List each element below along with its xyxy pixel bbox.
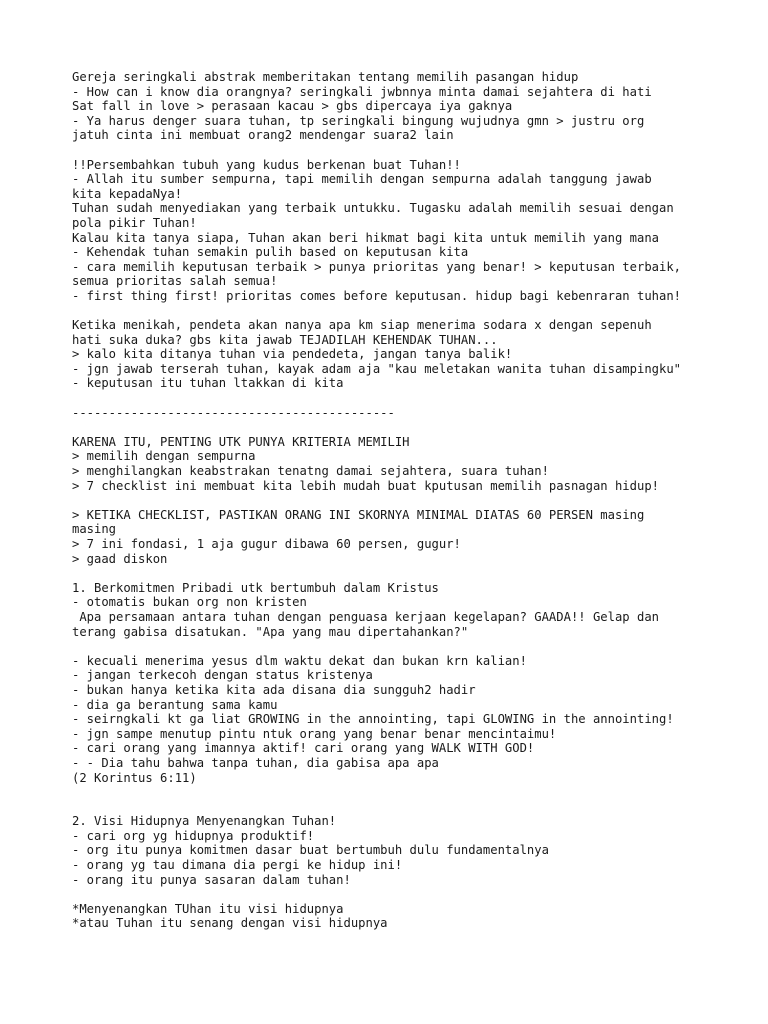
text-line: kita kepadaNya! <box>72 186 183 201</box>
text-line: > gaad diskon <box>72 551 168 566</box>
blank-line <box>72 391 752 406</box>
text-line: Gereja seringkali abstrak memberitakan tentang memilih pasangan hidup <box>72 70 579 84</box>
text-line: - keputusan itu tuhan ltakkan di kita <box>72 376 344 391</box>
text-line: > memilih dengan sempurna <box>72 449 256 464</box>
text-line: !!Persembahkan tubuh yang kudus berkenan buat Tuhan!! <box>72 157 461 172</box>
text-line: pola pikir Tuhan! <box>72 215 197 230</box>
blank-line <box>72 800 752 815</box>
text-line: (2 Korintus 6:11) <box>72 770 197 785</box>
blank-line <box>72 887 752 902</box>
text-line: - kecuali menerima yesus dlm waktu dekat dan bukan krn kalian! <box>72 653 527 668</box>
blank-line <box>72 420 752 435</box>
text-line: terang gabisa disatukan. "Apa yang mau dipertahankan?" <box>72 624 469 639</box>
blank-line <box>72 566 752 581</box>
text-line: - seirngkali kt ga liat GROWING in the annointing, tapi GLOWING in the annointing! <box>72 712 674 727</box>
text-line: *Menyenangkan TUhan itu visi hidupnya <box>72 901 344 916</box>
text-line: - Kehendak tuhan semakin pulih based on keputusan kita <box>72 245 469 260</box>
text-line: 1. Berkomitmen Pribadi utk bertumbuh dalam Kristus <box>72 580 439 595</box>
text-line: - first thing first! prioritas comes before keputusan. hidup bagi kebenraran tuhan! <box>72 288 682 303</box>
text-line: - - Dia tahu bahwa tanpa tuhan, dia gabisa apa apa <box>72 755 439 770</box>
text-line: - cari org yg hidupnya produktif! <box>72 828 315 843</box>
text-line: KARENA ITU, PENTING UTK PUNYA KRITERIA MEMILIH <box>72 434 410 449</box>
text-line: > menghilangkan keabstrakan tenatng damai sejahtera, suara tuhan! <box>72 464 549 479</box>
text-line: Sat fall in love > perasaan kacau > gbs dipercaya iya gaknya <box>72 99 513 114</box>
text-line: - orang yg tau dimana dia pergi ke hidup ini! <box>72 858 403 873</box>
text-line: > kalo kita ditanya tuhan via pendedeta, jangan tanya balik! <box>72 347 513 362</box>
text-line: Kalau kita tanya siapa, Tuhan akan beri hikmat bagi kita untuk memilih yang mana <box>72 230 659 245</box>
text-line: Apa persamaan antara tuhan dengan penguasa kerjaan kegelapan? GAADA!! Gelap dan <box>72 609 659 624</box>
text-line: - jangan terkecoh dengan status kristenya <box>72 668 373 683</box>
text-line: - bukan hanya ketika kita ada disana dia sungguh2 hadir <box>72 682 476 697</box>
text-line: - cari orang yang imannya aktif! cari orang yang WALK WITH GOD! <box>72 741 535 756</box>
blank-line <box>72 304 752 319</box>
text-line: - Allah itu sumber sempurna, tapi memilih dengan sempurna adalah tanggung jawab <box>72 172 652 187</box>
text-line: hati suka duka? gbs kita jawab TEJADILAH KEHENDAK TUHAN... <box>72 332 498 347</box>
text-line: Tuhan sudah menyediakan yang terbaik untukku. Tugasku adalah memilih sesuai dengan <box>72 201 674 216</box>
text-line: -------------------------------------------- <box>72 405 395 420</box>
text-line: - jgn sampe menutup pintu ntuk orang yang benar benar mencintaimu! <box>72 726 557 741</box>
blank-line <box>72 639 752 654</box>
text-line: - otomatis bukan org non kristen <box>72 595 307 610</box>
text-line: semua prioritas salah semua! <box>72 274 278 289</box>
blank-line <box>72 785 752 800</box>
text-line: > 7 checklist ini membuat kita lebih mudah buat kputusan memilih pasnagan hidup! <box>72 478 659 493</box>
document-body <box>72 70 752 931</box>
text-line: - orang itu punya sasaran dalam tuhan! <box>72 872 351 887</box>
blank-line <box>72 493 752 508</box>
text-line: Ketika menikah, pendeta akan nanya apa km siap menerima sodara x dengan sepenuh <box>72 318 652 333</box>
text-line: - Ya harus denger suara tuhan, tp seringkali bingung wujudnya gmn > justru org <box>72 113 645 128</box>
text-line: - dia ga berantung sama kamu <box>72 697 278 712</box>
text-line: jatuh cinta ini membuat orang2 mendengar suara2 lain <box>72 128 454 143</box>
blank-line <box>72 143 752 158</box>
text-line: - cara memilih keputusan terbaik > punya prioritas yang benar! > keputusan terbaik, <box>72 259 682 274</box>
text-line: masing <box>72 522 117 537</box>
text-line: - jgn jawab terserah tuhan, kayak adam aja "kau meletakan wanita tuhan disampingku" <box>72 361 682 376</box>
text-line: - org itu punya komitmen dasar buat bertumbuh dulu fundamentalnya <box>72 843 549 858</box>
text-line: - How can i know dia orangnya? seringkali jwbnnya minta damai sejahtera di hati <box>72 84 652 99</box>
text-line: *atau Tuhan itu senang dengan visi hidupnya <box>72 916 388 931</box>
text-line: 2. Visi Hidupnya Menyenangkan Tuhan! <box>72 814 337 829</box>
text-line: > 7 ini fondasi, 1 aja gugur dibawa 60 persen, gugur! <box>72 537 461 551</box>
text-line: > KETIKA CHECKLIST, PASTIKAN ORANG INI SKORNYA MINIMAL DIATAS 60 PERSEN masing <box>72 507 645 522</box>
